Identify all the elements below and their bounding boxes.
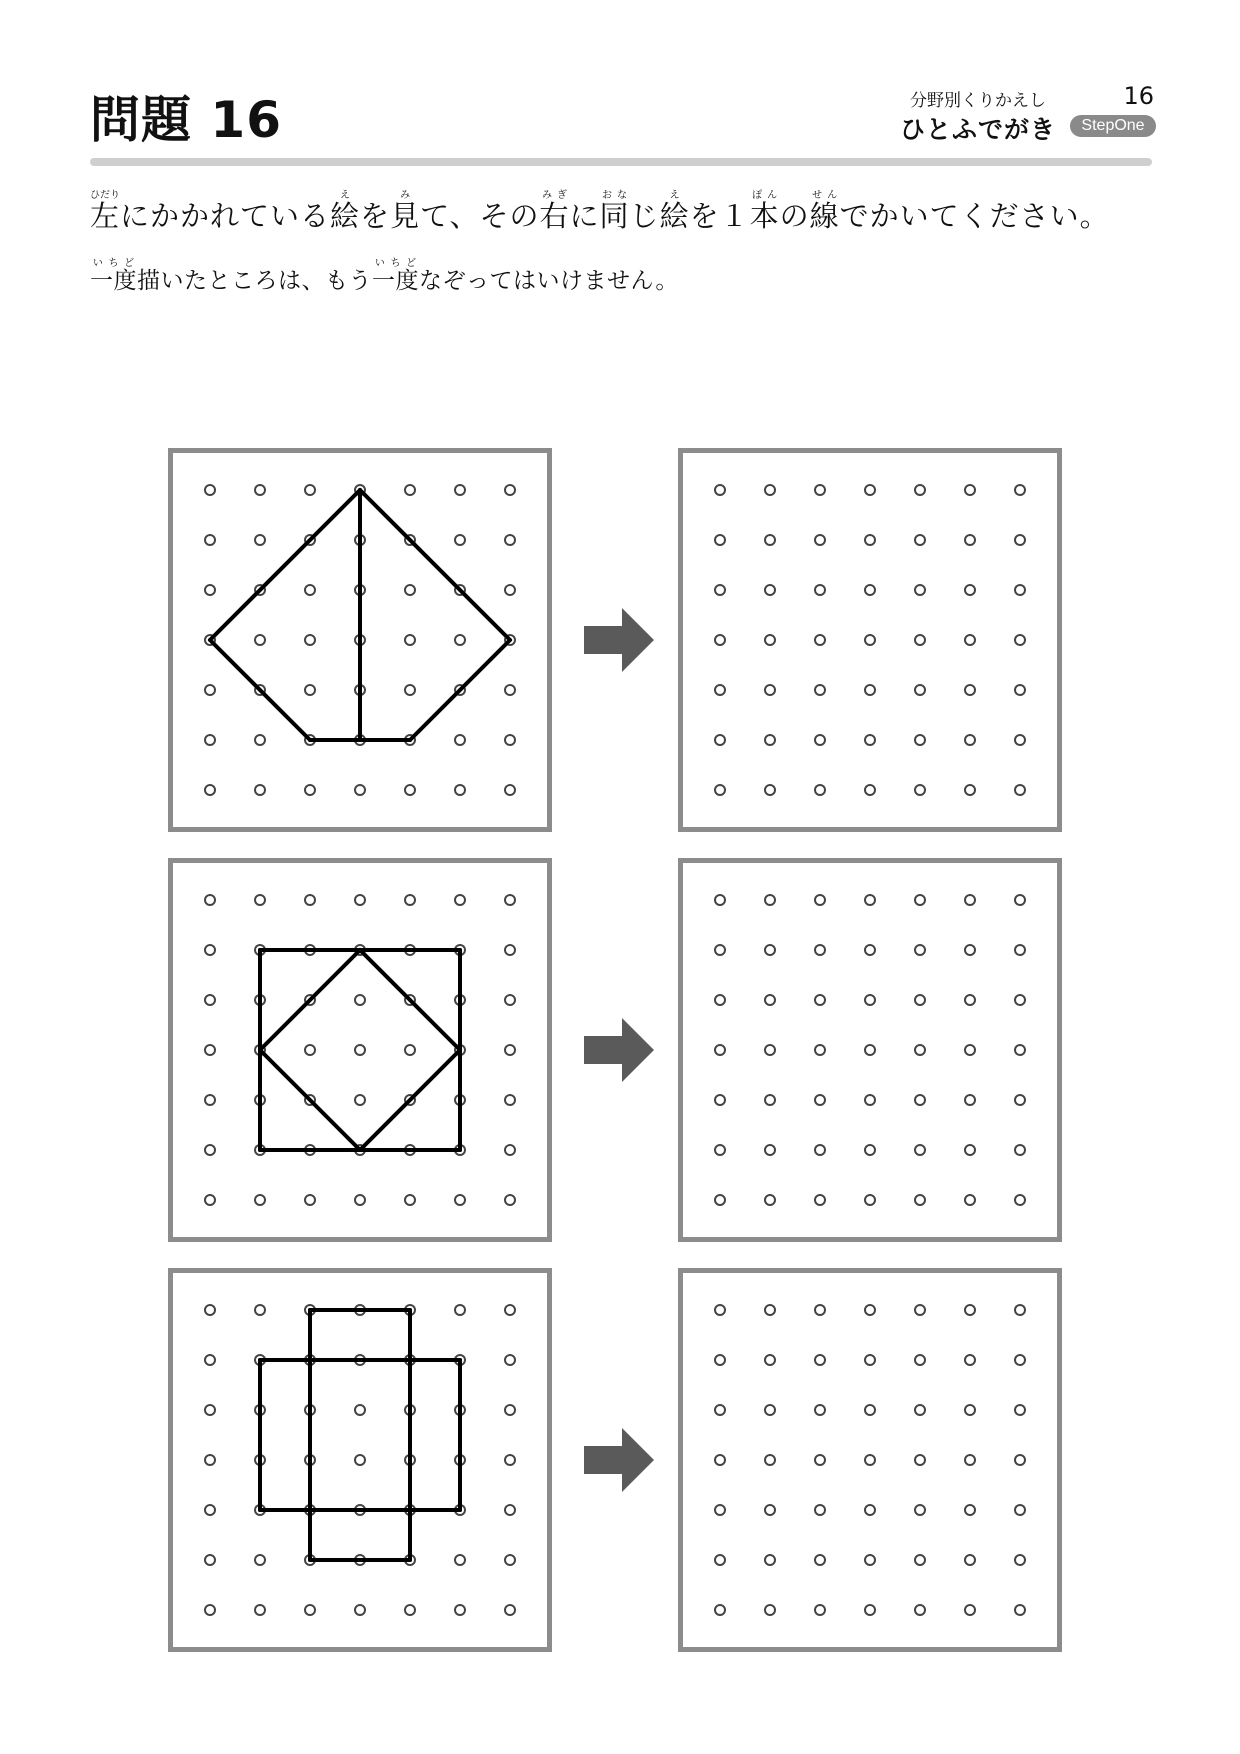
- grid-dot: [915, 945, 925, 955]
- grid-dot: [355, 785, 365, 795]
- instruction-text: にかかれている: [120, 199, 331, 233]
- grid-dot: [865, 1605, 875, 1615]
- grid-dot: [915, 1455, 925, 1465]
- instruction-text: じ: [629, 199, 660, 233]
- grid-dot: [505, 1045, 515, 1055]
- grid-dot: [865, 685, 875, 695]
- square-with-diamond-figure-line: [260, 950, 360, 1050]
- grid-dot: [1015, 485, 1025, 495]
- grid-dot: [865, 585, 875, 595]
- example-panel-3: [168, 1268, 552, 1652]
- grid-dot: [765, 1195, 775, 1205]
- grid-dot: [715, 995, 725, 1005]
- grid-dot: [205, 1305, 215, 1315]
- grid-dot: [505, 685, 515, 695]
- grid-dot: [355, 995, 365, 1005]
- grid-dot: [915, 785, 925, 795]
- grid-dot: [765, 1605, 775, 1615]
- grid-dot: [305, 635, 315, 645]
- grid-dot: [715, 1555, 725, 1565]
- grid-dot: [205, 1355, 215, 1365]
- grid-dot: [915, 1095, 925, 1105]
- grid-dot: [765, 945, 775, 955]
- grid-dot: [865, 1195, 875, 1205]
- instruction-text: を: [360, 199, 391, 233]
- grid-dot: [305, 895, 315, 905]
- grid-dot: [305, 1605, 315, 1615]
- grid-dot: [205, 995, 215, 1005]
- page-title: 問題 16: [90, 91, 282, 149]
- grid-dot: [965, 945, 975, 955]
- grid-dot: [765, 735, 775, 745]
- grid-dot: [865, 1045, 875, 1055]
- grid-dot: [865, 1505, 875, 1515]
- answer-grid-2[interactable]: [683, 863, 1057, 1237]
- page-number: 16: [1123, 82, 1154, 110]
- grid-dot: [205, 1145, 215, 1155]
- answer-panel-1[interactable]: [678, 448, 1062, 832]
- instruction-text: でかいてください。: [839, 199, 1110, 233]
- grid-dot: [505, 485, 515, 495]
- grid-dot: [865, 1405, 875, 1415]
- grid-dot: [715, 1195, 725, 1205]
- grid-dot: [1015, 735, 1025, 745]
- grid-dot: [915, 535, 925, 545]
- grid-dot: [865, 1555, 875, 1565]
- grid-dot: [765, 585, 775, 595]
- grid-dot: [205, 1195, 215, 1205]
- grid-dot: [865, 1095, 875, 1105]
- grid-dot: [1015, 1455, 1025, 1465]
- grid-dot: [205, 585, 215, 595]
- grid-dot: [1015, 1045, 1025, 1055]
- grid-dot: [1015, 1195, 1025, 1205]
- grid-dot: [815, 1405, 825, 1415]
- grid-dot: [865, 1305, 875, 1315]
- grid-dot: [815, 1095, 825, 1105]
- grid-dot: [505, 535, 515, 545]
- grid-dot: [765, 1555, 775, 1565]
- grid-dot: [715, 1455, 725, 1465]
- grid-dot: [505, 1145, 515, 1155]
- grid-dot: [815, 1195, 825, 1205]
- grid-dot: [1015, 1405, 1025, 1415]
- grid-dot: [505, 785, 515, 795]
- grid-dot: [815, 635, 825, 645]
- grid-dot: [815, 895, 825, 905]
- square-with-diamond-figure-line: [260, 1050, 360, 1150]
- grid-dot: [505, 585, 515, 595]
- grid-dot: [715, 1145, 725, 1155]
- grid-dot: [1015, 685, 1025, 695]
- grid-dot: [255, 635, 265, 645]
- grid-dot: [815, 1145, 825, 1155]
- grid-dot: [965, 735, 975, 745]
- grid-dot: [715, 635, 725, 645]
- furigana-word: 一度いちど: [90, 258, 137, 294]
- grid-dot: [965, 895, 975, 905]
- grid-dot: [205, 685, 215, 695]
- grid-dot: [205, 1605, 215, 1615]
- pentagon-figure-line: [210, 490, 360, 640]
- grid-dot: [205, 1505, 215, 1515]
- grid-dot: [915, 635, 925, 645]
- pentagon-figure-line: [210, 640, 310, 740]
- grid-dot: [455, 895, 465, 905]
- grid-dot: [715, 1355, 725, 1365]
- grid-dot: [505, 1505, 515, 1515]
- grid-dot: [1015, 635, 1025, 645]
- series-label: 分野別くりかえし: [910, 91, 1046, 111]
- grid-dot: [715, 945, 725, 955]
- grid-dot: [205, 1095, 215, 1105]
- grid-dot: [405, 895, 415, 905]
- grid-dot: [505, 1305, 515, 1315]
- header-info: [870, 84, 1160, 144]
- grid-dot: [815, 1045, 825, 1055]
- grid-dot: [915, 1405, 925, 1415]
- subject-label: ひとふでがき: [900, 115, 1057, 144]
- grid-dot: [915, 1195, 925, 1205]
- grid-dot: [815, 785, 825, 795]
- grid-dot: [765, 1095, 775, 1105]
- grid-dot: [405, 485, 415, 495]
- grid-dot: [505, 735, 515, 745]
- grid-dot: [765, 1145, 775, 1155]
- grid-dot: [915, 1355, 925, 1365]
- grid-dot: [255, 895, 265, 905]
- arrow-right-icon: [584, 1428, 654, 1492]
- grid-dot: [715, 485, 725, 495]
- grid-dot: [765, 785, 775, 795]
- grid-dot: [205, 1405, 215, 1415]
- grid-dot: [455, 1555, 465, 1565]
- grid-dot: [865, 1355, 875, 1365]
- grid-dot: [815, 485, 825, 495]
- square-with-diamond-figure-line: [360, 1050, 460, 1150]
- grid-dot: [205, 1045, 215, 1055]
- grid-dot: [405, 1195, 415, 1205]
- grid-dot: [1015, 1605, 1025, 1615]
- furigana-word: 右みぎ: [539, 190, 570, 233]
- grid-dot: [715, 1605, 725, 1615]
- grid-dot: [715, 1045, 725, 1055]
- grid-dot: [455, 1605, 465, 1615]
- grid-dot: [765, 895, 775, 905]
- grid-dot: [715, 1405, 725, 1415]
- grid-dot: [765, 1355, 775, 1365]
- grid-dot: [915, 1145, 925, 1155]
- grid-dot: [915, 735, 925, 745]
- grid-dot: [255, 1195, 265, 1205]
- square-with-diamond-figure-line: [360, 950, 460, 1050]
- grid-dot: [205, 735, 215, 745]
- grid-dot: [815, 1505, 825, 1515]
- grid-dot: [965, 1355, 975, 1365]
- grid-dot: [715, 585, 725, 595]
- grid-dot: [505, 1355, 515, 1365]
- instruction-text: を１: [689, 199, 750, 233]
- grid-dot: [455, 1305, 465, 1315]
- grid-dot: [865, 1455, 875, 1465]
- grid-dot: [1015, 1505, 1025, 1515]
- grid-dot: [865, 735, 875, 745]
- furigana-word: 線せん: [809, 190, 840, 233]
- instruction-text: て、その: [420, 199, 540, 233]
- grid-dot: [965, 1195, 975, 1205]
- grid-dot: [965, 1405, 975, 1415]
- instruction-text: の: [779, 199, 810, 233]
- grid-dot: [965, 1555, 975, 1565]
- grid-dot: [255, 1555, 265, 1565]
- grid-dot: [965, 1505, 975, 1515]
- grid-dot: [865, 995, 875, 1005]
- example-panel-1: [168, 448, 552, 832]
- grid-dot: [255, 535, 265, 545]
- grid-dot: [255, 1605, 265, 1615]
- instruction-text: なぞってはいけません。: [419, 268, 679, 294]
- grid-dot: [915, 1045, 925, 1055]
- grid-dot: [765, 995, 775, 1005]
- grid-dot: [915, 1605, 925, 1615]
- arrow-right-icon: [584, 1018, 654, 1082]
- arrow-right-icon: [584, 608, 654, 672]
- grid-dot: [815, 1305, 825, 1315]
- grid-dot: [865, 895, 875, 905]
- grid-dot: [455, 635, 465, 645]
- grid-dot: [765, 485, 775, 495]
- instruction-line-1: [90, 190, 1110, 242]
- grid-dot: [815, 585, 825, 595]
- grid-dot: [965, 685, 975, 695]
- grid-dot: [715, 1505, 725, 1515]
- furigana-word: 同おな: [599, 190, 630, 233]
- grid-dot: [1015, 1555, 1025, 1565]
- grid-dot: [715, 785, 725, 795]
- grid-dot: [405, 585, 415, 595]
- grid-dot: [965, 635, 975, 645]
- grid-dot: [1015, 1305, 1025, 1315]
- grid-dot: [305, 1195, 315, 1205]
- grid-dot: [765, 635, 775, 645]
- grid-dot: [305, 585, 315, 595]
- grid-dot: [255, 735, 265, 745]
- grid-dot: [1015, 1095, 1025, 1105]
- grid-dot: [915, 685, 925, 695]
- grid-dot: [965, 1045, 975, 1055]
- grid-dot: [255, 785, 265, 795]
- grid-dot: [205, 785, 215, 795]
- grid-dot: [205, 945, 215, 955]
- grid-dot: [915, 1305, 925, 1315]
- grid-dot: [865, 485, 875, 495]
- grid-dot: [505, 1455, 515, 1465]
- grid-dot: [405, 1045, 415, 1055]
- pentagon-figure-line: [410, 640, 510, 740]
- grid-dot: [305, 685, 315, 695]
- grid-dot: [965, 995, 975, 1005]
- answer-panel-2[interactable]: [678, 858, 1062, 1242]
- grid-dot: [965, 1145, 975, 1155]
- grid-dot: [915, 1505, 925, 1515]
- grid-dot: [965, 485, 975, 495]
- grid-dot: [915, 895, 925, 905]
- grid-dot: [765, 1305, 775, 1315]
- grid-dot: [405, 635, 415, 645]
- grid-dot: [355, 1455, 365, 1465]
- grid-dot: [715, 1305, 725, 1315]
- grid-dot: [1015, 535, 1025, 545]
- example-grid-2: [173, 863, 547, 1237]
- grid-dot: [765, 1505, 775, 1515]
- grid-dot: [915, 485, 925, 495]
- example-grid-3: [173, 1273, 547, 1647]
- grid-dot: [505, 1605, 515, 1615]
- grid-dot: [715, 735, 725, 745]
- grid-dot: [305, 785, 315, 795]
- answer-grid-1[interactable]: [683, 453, 1057, 827]
- grid-dot: [505, 1095, 515, 1105]
- instruction-line-2: [90, 258, 679, 303]
- grid-dot: [865, 785, 875, 795]
- grid-dot: [865, 535, 875, 545]
- grid-dot: [965, 585, 975, 595]
- grid-dot: [255, 1305, 265, 1315]
- furigana-word: 絵え: [659, 190, 690, 233]
- answer-grid-3[interactable]: [683, 1273, 1057, 1647]
- grid-dot: [205, 1555, 215, 1565]
- grid-dot: [1015, 785, 1025, 795]
- grid-dot: [965, 1095, 975, 1105]
- instruction-text: 描いたところは、もう: [137, 268, 372, 294]
- grid-dot: [455, 535, 465, 545]
- grid-dot: [305, 485, 315, 495]
- grid-dot: [715, 685, 725, 695]
- grid-dot: [965, 1305, 975, 1315]
- grid-dot: [965, 1455, 975, 1465]
- grid-dot: [355, 1405, 365, 1415]
- grid-dot: [765, 535, 775, 545]
- grid-dot: [355, 1095, 365, 1105]
- grid-dot: [865, 945, 875, 955]
- example-panel-2: [168, 858, 552, 1242]
- grid-dot: [205, 535, 215, 545]
- grid-dot: [815, 685, 825, 695]
- grid-dot: [815, 945, 825, 955]
- grid-dot: [1015, 995, 1025, 1005]
- step-badge: StepOne: [1070, 115, 1156, 137]
- grid-dot: [1015, 1355, 1025, 1365]
- header-divider: [90, 158, 1152, 166]
- grid-dot: [865, 1145, 875, 1155]
- grid-dot: [505, 1405, 515, 1415]
- pentagon-figure-line: [360, 490, 510, 640]
- grid-dot: [505, 995, 515, 1005]
- grid-dot: [305, 1045, 315, 1055]
- grid-dot: [405, 1605, 415, 1615]
- grid-dot: [455, 485, 465, 495]
- grid-dot: [765, 1045, 775, 1055]
- answer-panel-3[interactable]: [678, 1268, 1062, 1652]
- furigana-word: 一度いちど: [372, 258, 419, 294]
- grid-dot: [355, 895, 365, 905]
- grid-dot: [405, 785, 415, 795]
- furigana-word: 本ぽん: [749, 190, 780, 233]
- grid-dot: [405, 685, 415, 695]
- grid-dot: [815, 995, 825, 1005]
- grid-dot: [965, 785, 975, 795]
- grid-dot: [765, 1455, 775, 1465]
- grid-dot: [205, 895, 215, 905]
- grid-dot: [355, 1045, 365, 1055]
- grid-dot: [455, 1195, 465, 1205]
- grid-dot: [355, 1195, 365, 1205]
- grid-dot: [815, 735, 825, 745]
- grid-dot: [1015, 895, 1025, 905]
- grid-dot: [765, 685, 775, 695]
- grid-dot: [765, 1405, 775, 1415]
- instruction-text: に: [569, 199, 600, 233]
- grid-dot: [205, 1455, 215, 1465]
- grid-dot: [915, 995, 925, 1005]
- grid-dot: [455, 735, 465, 745]
- grid-dot: [1015, 1145, 1025, 1155]
- grid-dot: [815, 1605, 825, 1615]
- grid-dot: [965, 535, 975, 545]
- grid-dot: [1015, 945, 1025, 955]
- grid-dot: [505, 945, 515, 955]
- grid-dot: [915, 1555, 925, 1565]
- grid-dot: [455, 785, 465, 795]
- grid-dot: [865, 635, 875, 645]
- grid-dot: [715, 1095, 725, 1105]
- grid-dot: [205, 485, 215, 495]
- grid-dot: [815, 535, 825, 545]
- grid-dot: [815, 1355, 825, 1365]
- example-grid-1: [173, 453, 547, 827]
- grid-dot: [915, 585, 925, 595]
- furigana-word: 左ひだり: [90, 190, 121, 233]
- grid-dot: [715, 535, 725, 545]
- grid-dot: [965, 1605, 975, 1615]
- grid-dot: [355, 1605, 365, 1615]
- grid-dot: [255, 485, 265, 495]
- grid-dot: [1015, 585, 1025, 595]
- furigana-word: 絵え: [330, 190, 361, 233]
- grid-dot: [505, 895, 515, 905]
- grid-dot: [815, 1455, 825, 1465]
- grid-dot: [715, 895, 725, 905]
- grid-dot: [505, 1195, 515, 1205]
- grid-dot: [505, 1555, 515, 1565]
- grid-dot: [815, 1555, 825, 1565]
- furigana-word: 見み: [390, 190, 421, 233]
